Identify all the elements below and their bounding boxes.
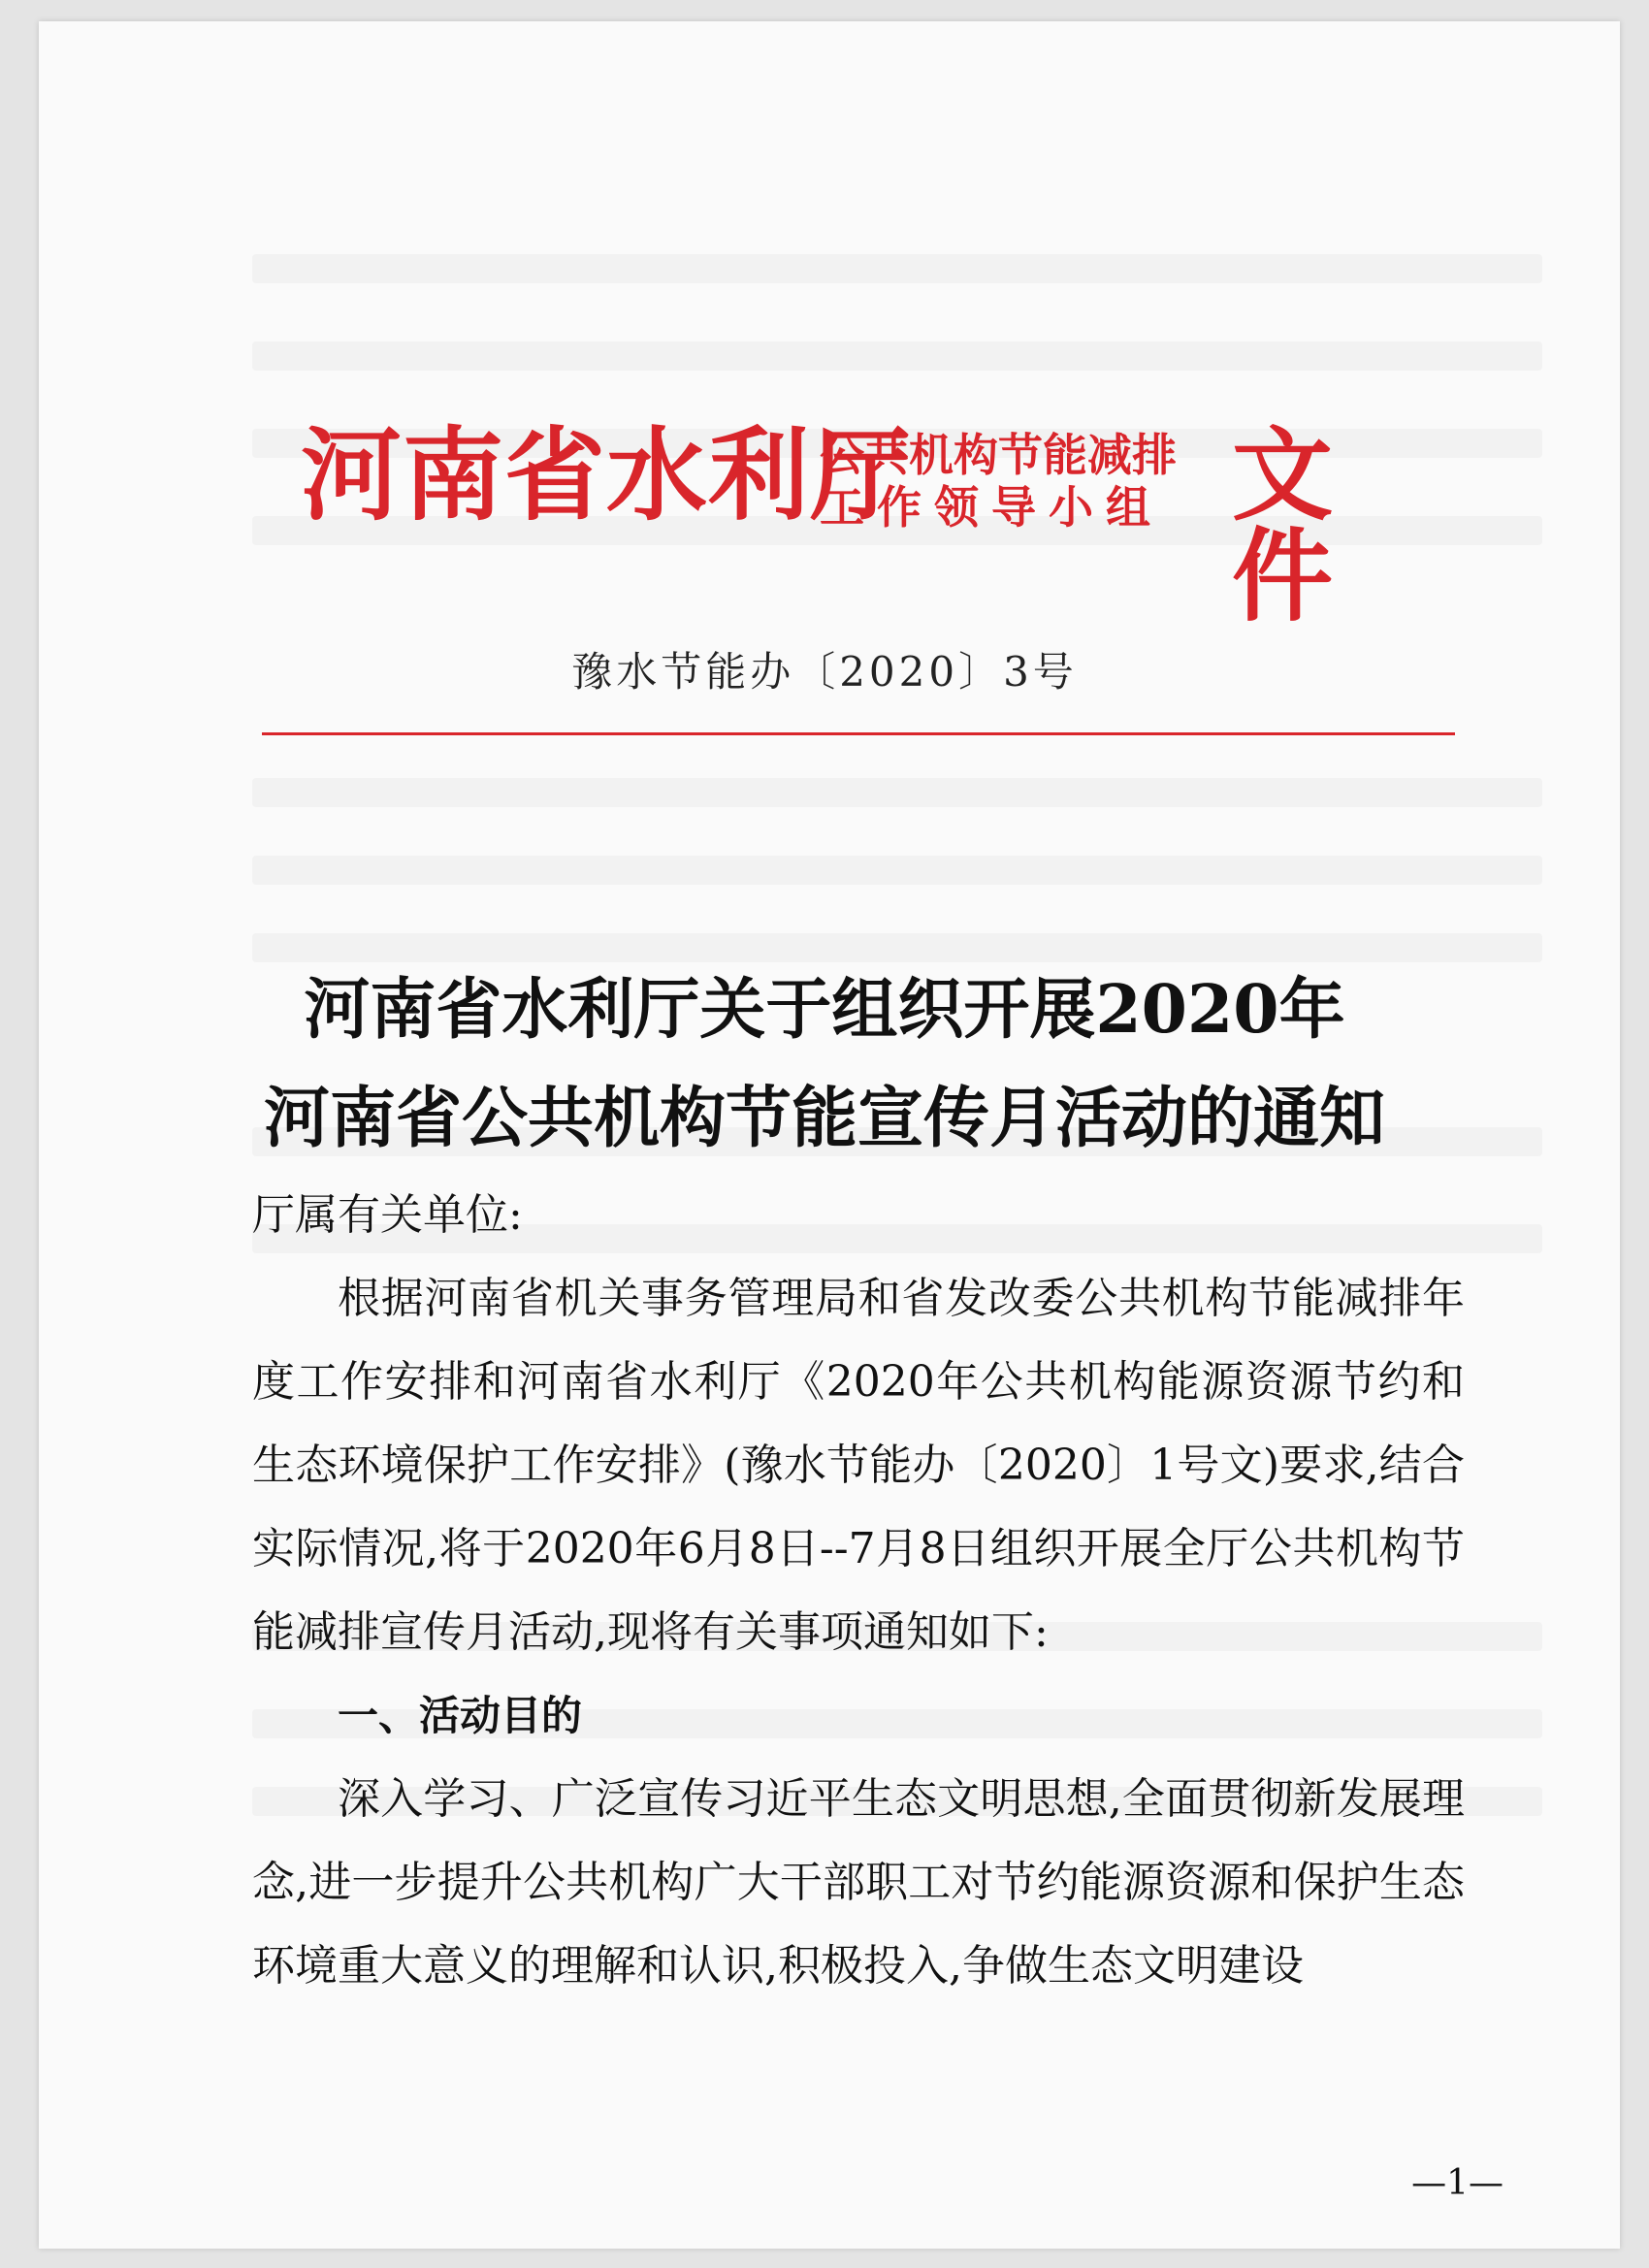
document-letterhead — [301, 407, 1387, 635]
body-paragraph: 深入学习、广泛宣传习近平生态文明思想,全面贯彻新发展理念,进一步提升公共机构广大干部职工对节约能源资源和保护生态环境重大意义的理解和认识,积极投入,争做生态文明建设 — [252, 1774, 1465, 1991]
document-number: 豫水节能办〔2020〕3号 — [571, 648, 1078, 696]
letterhead-sub-org-line1: 公共机构节能减排 — [820, 429, 1177, 481]
salutation: 厅属有关单位: — [252, 1190, 523, 1240]
body-paragraph: 根据河南省机关事务管理局和省发改委公共机构节能减排年度工作安排和河南省水利厅《2020年公共机构能源资源节约和生态环境保护工作安排》(豫水节能办〔2020〕1号文)要求,结合实际情况,将于2020年6月8日--7月8日组织开展全厅公共机构节能减排宣传月活动,现将有关事项通知如下: — [252, 1274, 1465, 1657]
letterhead-sub-org — [820, 429, 1208, 534]
notice-title — [0, 956, 1649, 1173]
letterhead-sub-org-line2: 工作领导小组 — [820, 481, 1163, 534]
letterhead-suffix: 文件 — [1232, 415, 1334, 635]
section-heading: 一、活动目的 — [338, 1692, 583, 1739]
notice-title-line1: 河南省水利厅关于组织开展2020年 — [304, 971, 1345, 1049]
notice-body — [252, 1174, 1465, 2008]
page-number: —1— — [1411, 2163, 1504, 2203]
letterhead-org-name: 河南省水利厅 — [301, 415, 913, 535]
notice-title-line2: 河南省公共机构节能宣传月活动的通知 — [263, 1080, 1385, 1157]
red-divider-line — [262, 732, 1455, 735]
